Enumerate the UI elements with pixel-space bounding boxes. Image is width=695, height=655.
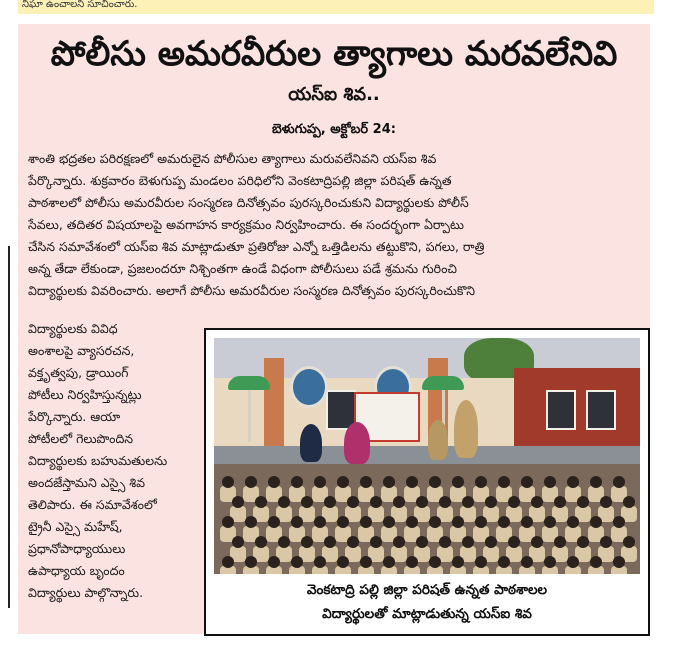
photo-student-head <box>590 556 602 568</box>
body-line: పాఠశాలలో పోలీసు అమరవీరుల సంస్మరణ దినోత్సవం పురస్కరించుకుని విద్యార్థులకు పోలీస్ <box>28 195 469 210</box>
body-line: అన్న తేడా లేకుండా, ప్రజలందరూ నిశ్చింతగా ఉండే విధంగా పోలీసులు పడే శ్రమను గురించి <box>28 261 458 276</box>
photo-officer <box>300 424 322 462</box>
photo-student-head <box>544 516 556 528</box>
photo-student-head <box>521 476 533 488</box>
article-headline: పోలీసు అమరవీరుల త్యాగాలు మరవలేనివి <box>50 34 618 74</box>
photo-student-head <box>590 476 602 488</box>
photo-student-head <box>544 476 556 488</box>
photo-student-head <box>383 516 395 528</box>
photo-student-head <box>337 516 349 528</box>
column-line: తెలిపారు. ఈ సమావేశంలో <box>28 497 157 512</box>
article-subhead: యస్ఐ శివ.. <box>288 84 380 105</box>
event-photo <box>214 338 640 574</box>
photo-student-head <box>314 516 326 528</box>
photo-student-head <box>222 476 234 488</box>
previous-article-text: నిఘా ఉంచాలని సూచించారు. <box>22 0 138 10</box>
photo-student-head <box>301 496 313 508</box>
photo-student-head <box>452 556 464 568</box>
photo-student-head <box>429 476 441 488</box>
photo-student-head <box>347 496 359 508</box>
photo-student-head <box>590 516 602 528</box>
photo-student-head <box>406 476 418 488</box>
photo-student-head <box>324 496 336 508</box>
photo-si-speaking <box>454 400 478 458</box>
photo-student-head <box>222 556 234 568</box>
photo-student-head <box>462 496 474 508</box>
photo-student-head <box>268 476 280 488</box>
photo-student-head <box>567 476 579 488</box>
photo-student-head <box>452 476 464 488</box>
column-line: పోటీలు నిర్వహిస్తున్నట్లు <box>28 387 142 402</box>
photo-student-head <box>360 476 372 488</box>
photo-student-head <box>383 556 395 568</box>
photo-student-head <box>613 476 625 488</box>
photo-student-head <box>314 556 326 568</box>
photo-student-head <box>416 536 428 548</box>
photo-student-head <box>360 516 372 528</box>
photo-student-head <box>623 536 635 548</box>
photo-student-head <box>623 496 635 508</box>
photo-police-officer <box>428 420 448 460</box>
photo-student-head <box>245 556 257 568</box>
photo-student-head <box>314 476 326 488</box>
body-line: సేవలు, తదితర విషయాలపై అవగాహన కార్యక్రమం నిర్వహించారు. ఈ సందర్భంగా ఏర్పాటు <box>28 217 464 232</box>
photo-student-head <box>245 476 257 488</box>
photo-window <box>586 390 616 430</box>
photo-student-head <box>393 496 405 508</box>
photo-student-head <box>301 536 313 548</box>
body-line: విద్యార్థులకు వివరించారు. అలాగే పోలీసు అమరవీరుల సంస్మరణ దినోత్సవం పురస్కరించుకొని <box>28 283 476 298</box>
photo-student-head <box>232 536 244 548</box>
photo-student-head <box>360 556 372 568</box>
photo-student-head <box>485 536 497 548</box>
photo-guest <box>344 422 370 464</box>
photo-student-head <box>255 496 267 508</box>
photo-student-head <box>452 516 464 528</box>
photo-student-head <box>498 476 510 488</box>
photo-student-head <box>554 496 566 508</box>
photo-student-head <box>347 536 359 548</box>
photo-student-head <box>613 556 625 568</box>
photo-student-head <box>475 556 487 568</box>
photo-student-head <box>278 536 290 548</box>
photo-student-head <box>508 496 520 508</box>
photo-student-head <box>600 536 612 548</box>
article-dateline: బెళుగుప్ప, అక్టోబర్ 24: <box>272 122 396 137</box>
caption-line-1: వెంకటాద్రి పల్లి జిల్లా పరిషత్ ఉన్నత పాఠశాలల <box>306 582 548 598</box>
photo-student-head <box>393 536 405 548</box>
photo-student-head <box>567 516 579 528</box>
photo-student-head <box>232 496 244 508</box>
column-line: ట్రైనీ ఎస్సై మహేష్, <box>28 519 123 534</box>
caption-line-2: విద్యార్థులతో మాట్లాడుతున్న యస్ఐ శివ <box>322 606 532 622</box>
photo-student-head <box>324 536 336 548</box>
photo-canopy-pole <box>248 390 251 442</box>
photo-student-head <box>291 476 303 488</box>
column-line: ప్రధానోపాధ్యాయులు <box>28 541 126 556</box>
photo-student-head <box>416 496 428 508</box>
body-line: శాంతి భద్రతల పరిరక్షణలో అమరులైన పోలీసుల త్యాగాలు మరువలేనివని యస్ఐ శివ <box>28 151 437 166</box>
photo-student-head <box>462 536 474 548</box>
column-line: విద్యార్థులు పాల్గొన్నారు. <box>28 585 144 600</box>
column-line: విద్యార్థులకు వివిధ <box>28 321 118 336</box>
photo-student-head <box>544 556 556 568</box>
photo-student-head <box>531 536 543 548</box>
photo-student-head <box>245 516 257 528</box>
column-line: ఉపాధ్యాయ బృందం <box>28 563 125 578</box>
photo-student-head <box>337 556 349 568</box>
photo-student-head <box>429 556 441 568</box>
photo-student-head <box>439 536 451 548</box>
photo-student-head <box>370 496 382 508</box>
photo-student-head <box>383 476 395 488</box>
photo-student-head <box>291 556 303 568</box>
photo-student-head <box>406 516 418 528</box>
photo-student-head <box>268 516 280 528</box>
photo-student-head <box>600 496 612 508</box>
previous-article-strip <box>18 0 654 14</box>
photo-student-head <box>370 536 382 548</box>
body-line: పేర్కొన్నారు. శుక్రవారం బెళుగుప్ప మండలం పరిధిలోని వెంకటాద్రిపల్లి జిల్లా పరిషత్ ఉన్నత <box>28 173 452 188</box>
photo-window <box>546 390 576 430</box>
column-line: పేర్కొన్నారు. ఆయా <box>28 409 121 424</box>
column-line: అంశాలపై వ్యాసరచన, <box>28 343 135 358</box>
photo-student-head <box>406 556 418 568</box>
photo-student-head <box>577 536 589 548</box>
photo-student-head <box>429 516 441 528</box>
photo-green-canopy <box>228 376 270 390</box>
photo-student-head <box>531 496 543 508</box>
photo-student-head <box>337 476 349 488</box>
photo-student-head <box>475 516 487 528</box>
column-line: వక్తృత్వపు, డ్రాయింగ్ <box>28 365 129 380</box>
photo-student-head <box>268 556 280 568</box>
photo-green-canopy <box>422 376 464 390</box>
column-line: విద్యార్థులకు బహుమతులను <box>28 453 168 468</box>
photo-student-head <box>222 516 234 528</box>
photo-student-head <box>521 516 533 528</box>
photo-student-head <box>521 556 533 568</box>
photo-student-head <box>475 476 487 488</box>
body-line: చేసిన సమావేశంలో యస్ఐ శివ మాట్లాడుతూ ప్రతిరోజు ఎన్నో ఒత్తిడిలను తట్టుకొని, పగలు, రాత్రి <box>28 239 485 254</box>
photo-student-head <box>255 536 267 548</box>
photo-student-head <box>554 536 566 548</box>
photo-student-head <box>439 496 451 508</box>
photo-student-head <box>577 496 589 508</box>
photo-caption <box>206 578 648 626</box>
column-line: పోటీలలో గెలుపొందిన <box>28 431 134 446</box>
column-divider <box>0 246 10 608</box>
photo-student-head <box>278 496 290 508</box>
photo-portrait <box>290 366 328 408</box>
photo-student-head <box>567 556 579 568</box>
photo-box <box>204 328 650 636</box>
photo-student-head <box>613 516 625 528</box>
photo-student-head <box>291 516 303 528</box>
photo-student-head <box>508 536 520 548</box>
photo-student-head <box>498 516 510 528</box>
photo-student-head <box>498 556 510 568</box>
column-line: అందజేస్తామని ఎస్సై శివ <box>28 475 146 490</box>
photo-student-head <box>485 496 497 508</box>
